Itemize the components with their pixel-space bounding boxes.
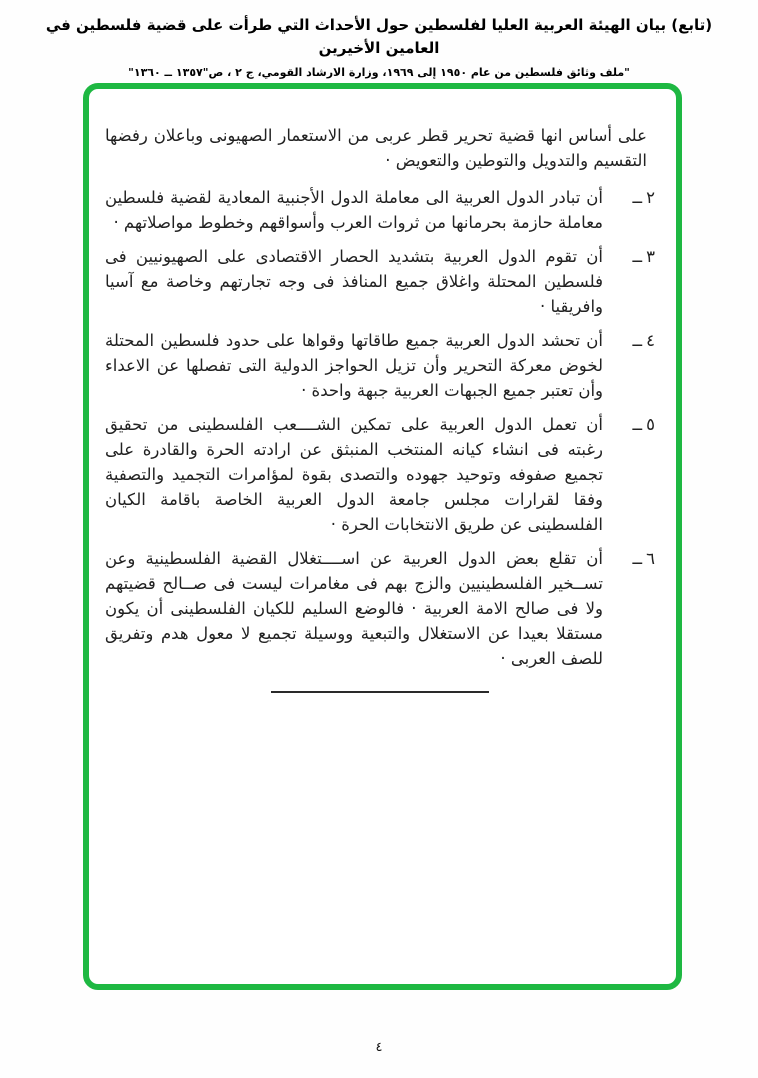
- item-marker: [609, 185, 655, 235]
- list-item: [105, 244, 655, 319]
- item-dash: ــ: [632, 415, 643, 434]
- intro-paragraph: على أساس انها قضية تحرير قطر عربى من الاستعمار الصهيونى وباعلان رفضها التقسيم والتدويل والتوطين والتعويض ·: [105, 126, 647, 170]
- item-dash: ــ: [632, 247, 643, 266]
- list-item: [105, 185, 655, 235]
- item-marker: [609, 328, 655, 403]
- item-text: أن تبادر الدول العربية الى معاملة الدول الأجنبية المعادية لقضية فلسطين معاملة حازمة بحرمانها من ثروات العرب وأسواقهم وخطوط مواصلاتهم ·: [105, 188, 603, 232]
- item-dash: ــ: [632, 549, 643, 568]
- item-dash: ــ: [632, 331, 643, 350]
- list-item: [105, 328, 655, 403]
- item-marker: [609, 412, 655, 537]
- page-number: ٤: [375, 1040, 383, 1055]
- item-text: أن تقلع بعض الدول العربية عن اســــتغلال القضية الفلسطينية وعن تســخير الفلسطينيين والزج بهم فى مغامرات ليست فى صــالح قضيتهم ولا فى صالح الامة العربية · فالوضع السليم للكيان الفلسطينى أن يكون مستقلا بعيدا عن الاستغلال والتبعية ووسيلة تجميع لا معول هدم وتفريق للصف العربى ·: [105, 549, 603, 668]
- separator-rule: [271, 691, 489, 693]
- item-dash: ــ: [632, 188, 643, 207]
- header-source-citation: "ملف وثائق فلسطين من عام ١٩٥٠ إلى ١٩٦٩، وزارة الارشاد القومي، ج ٢ ، ص"١٣٥٧ ــ ١٣٦٠": [128, 65, 630, 79]
- item-marker: [609, 244, 655, 319]
- item-text: أن تقوم الدول العربية بتشديد الحصار الاقتصادى على الصهيونيين فى فلسطين المحتلة واغلاق جميع المنافذ فى وجه تجارتهم وخاصة مع آسيا وافريقيا ·: [105, 247, 603, 316]
- green-border-frame: [83, 83, 682, 990]
- list-item: [105, 546, 655, 671]
- item-text: أن تحشد الدول العربية جميع طاقاتها وقواها على حدود فلسطين المحتلة لخوض معركة التحرير وأن تزيل الحواجز الدولية التى تفصلها عن الاعداء وأن تعتبر جميع الجبهات العربية جبهة واحدة ·: [105, 331, 603, 400]
- list-item: [105, 412, 655, 537]
- item-number: ٢: [646, 188, 655, 207]
- document-header: [20, 14, 738, 79]
- header-title: (تابع) بيان الهيئة العربية العليا لفلسطين حول الأحداث التي طرأت على قضية فلسطين في العامين الأخيرين: [45, 16, 713, 58]
- document-body: [89, 89, 676, 693]
- item-number: ٣: [646, 247, 655, 266]
- item-number: ٥: [646, 415, 655, 434]
- item-number: ٤: [646, 331, 655, 350]
- item-number: ٦: [646, 549, 655, 568]
- item-text: أن تعمل الدول العربية على تمكين الشــــعب الفلسطينى من تحقيق رغبته فى انشاء كيانه المنتخب المنبثق عن ارادته الحرة والقادرة على تجميع صفوفه وتوحيد جهوده والتصدى بقوة لمؤامرات التجميد والتصفية وفقا لقرارات مجلس جامعة الدول العربية الخاصة باقامة الكيان الفلسطينى عن طريق الانتخابات الحرة ·: [105, 415, 603, 534]
- item-marker: [609, 546, 655, 671]
